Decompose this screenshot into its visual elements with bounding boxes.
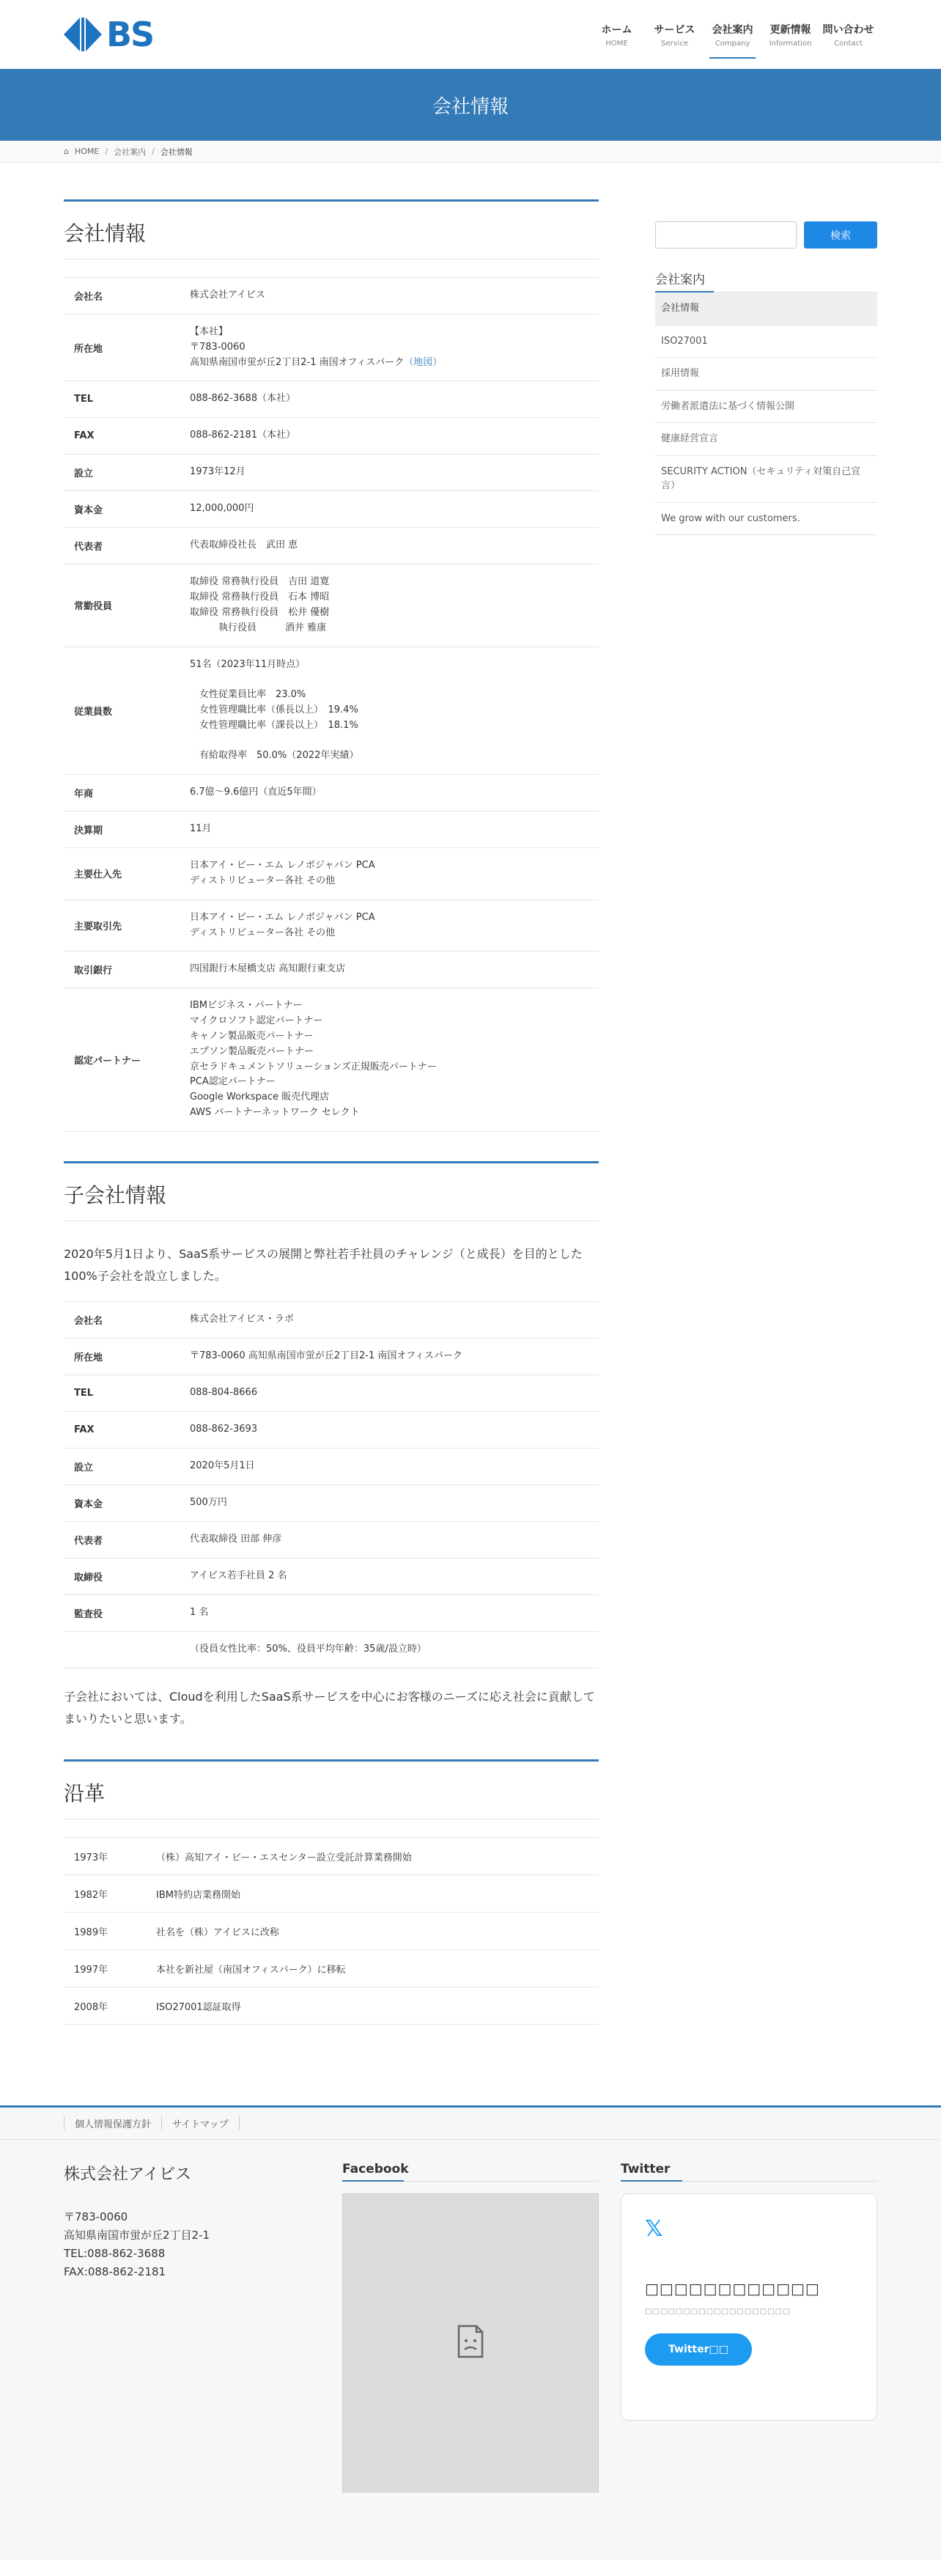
footer-company — [64, 2162, 320, 2492]
breadcrumb — [0, 141, 941, 163]
nav-label: 会社案内 — [712, 23, 753, 36]
row-label: 設立 — [74, 468, 94, 480]
table-row — [64, 314, 599, 381]
sidebar — [655, 199, 877, 2069]
row-label: 代表者 — [74, 1535, 103, 1547]
breadcrumb-home[interactable]: HOME — [74, 147, 100, 156]
subsidiary-intro: 2020年5月1日より、SaaS系サービスの展開と弊社若手社員のチャレンジ（と成長）を目的とした100%子会社を設立しました。 — [64, 1246, 583, 1284]
twitter-card-heading: □□□□□□□□□□□□ — [645, 2280, 820, 2298]
row-value: 四国銀行木屋橋支店 高知銀行東支店 — [190, 963, 346, 975]
row-label: 設立 — [74, 1462, 94, 1473]
footer-company-name: 株式会社アイビス — [64, 2165, 192, 2185]
row-value: （役員女性比率：50%、役員平均年齢：35歳/設立時） — [190, 1643, 427, 1655]
sidebar-item-company-info[interactable]: 会社情報 — [655, 292, 877, 325]
row-label: 主要仕入先 — [74, 869, 122, 881]
sidebar-item-recruit[interactable]: 採用情報 — [655, 358, 877, 391]
row-value — [181, 314, 599, 381]
address-text: 【本社】 〒783-0060 高知県南国市蛍が丘2丁目2-1 南国オフィスパーク — [190, 326, 405, 368]
row-label — [64, 1631, 181, 1668]
table-row — [64, 647, 599, 775]
row-value: 〒783-0060 高知県南国市蛍が丘2丁目2-1 南国オフィスパーク — [190, 1350, 462, 1361]
nav-home[interactable] — [588, 0, 646, 69]
subsidiary-section-title: 子会社情報 — [64, 1161, 599, 1221]
row-value: 1973年12月 — [190, 466, 246, 478]
history-event: ISO27001認証取得 — [156, 2001, 241, 2013]
row-value: 日本アイ・ビー・エム レノボジャパン PCA ディストリビューター各社 その他 — [190, 860, 375, 886]
sidebar-item-security-action[interactable]: SECURITY ACTION（セキュリティ対策自己宣言） — [655, 456, 877, 503]
row-value: 1 名 — [190, 1606, 209, 1618]
table-row — [64, 564, 599, 647]
row-label: 監査役 — [74, 1608, 103, 1620]
breadcrumb-separator: / — [105, 147, 108, 156]
table-row — [64, 1301, 599, 1338]
table-row — [64, 1338, 599, 1375]
x-logo-icon: 𝕏 — [645, 2216, 663, 2242]
table-row — [64, 528, 599, 564]
facebook-embed[interactable] — [342, 2193, 599, 2492]
row-value: 株式会社アイビス — [190, 290, 265, 301]
history-table — [64, 1837, 599, 2025]
nav-sublabel: Information — [769, 39, 812, 48]
footer-columns — [0, 2162, 941, 2492]
footer-twitter — [621, 2162, 877, 2492]
history-year: 1997年 — [74, 1964, 108, 1976]
table-row — [64, 455, 599, 491]
history-year: 2008年 — [74, 2001, 108, 2013]
site-header — [0, 0, 941, 69]
nav-service[interactable] — [646, 0, 704, 69]
row-value: 088-862-2181（本社） — [190, 430, 296, 441]
footer-address: 〒783-0060 高知県南国市蛍が丘2丁目2-1 TEL:088-862-3688 FAX:088-862-2181 — [64, 2210, 210, 2278]
twitter-card-subtext: □□□□□□□□□□□□□□□□□□□ — [645, 2308, 791, 2316]
table-row — [64, 1987, 599, 2025]
row-label: 従業員数 — [74, 706, 113, 718]
breadcrumb-parent[interactable]: 会社案内 — [114, 147, 147, 157]
nav-sublabel: Service — [661, 39, 688, 48]
facebook-title: Facebook — [342, 2162, 599, 2182]
row-label: 資本金 — [74, 505, 103, 517]
table-row — [64, 1631, 599, 1668]
map-link[interactable]: （地図） — [404, 356, 443, 368]
row-value: IBMビジネス・パートナー マイクロソフト認定パートナー キャノン製品販売パートナー エプソン製品販売パートナー 京セラドキュメントソリューションズ正規販売パートナー PCA認定パートナー Google Workspace 販売代理店 AWS パートナーネットワーク セレクト — [190, 1000, 437, 1118]
search-input[interactable] — [655, 221, 797, 249]
nav-sublabel: HOME — [605, 39, 628, 48]
row-value: 088-804-8666 — [190, 1386, 258, 1398]
row-label: 取締役 — [74, 1572, 103, 1583]
table-row — [64, 1411, 599, 1448]
search-button[interactable]: 検索 — [804, 221, 877, 249]
content-container — [0, 199, 941, 2069]
row-value: 12,000,000円 — [190, 503, 254, 515]
row-value: 取締役 常務執行役員 吉田 道寛 取締役 常務執行役員 石本 博昭 取締役 常務執行役員 松井 優樹 執行役員 酒井 雅康 — [190, 576, 330, 633]
page-header-banner — [0, 69, 941, 141]
table-row — [64, 1838, 599, 1875]
table-row — [64, 1375, 599, 1411]
sidebar-menu — [655, 292, 877, 535]
table-row — [64, 952, 599, 988]
nav-company[interactable] — [704, 0, 761, 69]
row-label: 常勤役員 — [74, 601, 113, 613]
row-label: 会社名 — [74, 292, 103, 303]
history-year: 1982年 — [74, 1889, 108, 1901]
site-footer — [0, 2105, 941, 2560]
row-value: 11月 — [190, 823, 212, 835]
global-nav — [588, 0, 877, 69]
company-section-title: 会社情報 — [64, 199, 599, 260]
table-row — [64, 1558, 599, 1594]
table-row — [64, 491, 599, 528]
row-value: 代表取締役社長 武田 恵 — [190, 540, 298, 551]
row-label: 会社名 — [74, 1315, 103, 1327]
row-label: 資本金 — [74, 1498, 103, 1510]
subsidiary-outro: 子会社においては、Cloudを利用したSaaS系サービスを中心にお客様のニーズに応え社会に貢献してまいりたいと思います。 — [64, 1689, 595, 1726]
table-row — [64, 1594, 599, 1631]
row-label: 所在地 — [74, 1352, 103, 1364]
row-value: 500万円 — [190, 1496, 227, 1508]
sidebar-item-we-grow[interactable]: We grow with our customers. — [655, 503, 877, 536]
subsidiary-info-table — [64, 1301, 599, 1668]
nav-label: 問い合わせ — [822, 23, 874, 36]
nav-information[interactable] — [761, 0, 819, 69]
sidebar-item-health[interactable]: 健康経営宣言 — [655, 423, 877, 456]
row-value: 株式会社アイビス・ラボ — [190, 1313, 294, 1325]
table-row — [64, 1950, 599, 1987]
table-row — [64, 988, 599, 1131]
page-title: 会社情報 — [432, 95, 509, 118]
nav-sublabel: Contact — [834, 39, 863, 48]
row-value: アイビス若手社員 2 名 — [190, 1569, 287, 1581]
table-row — [64, 381, 599, 418]
history-event: IBM特約店業務開始 — [156, 1889, 240, 1901]
site-logo[interactable] — [64, 15, 153, 54]
row-label: 代表者 — [74, 542, 103, 553]
history-year: 1989年 — [74, 1927, 108, 1938]
row-label: 決算期 — [74, 825, 103, 837]
privacy-policy-link[interactable]: 個人情報保護方針 — [64, 2116, 162, 2130]
twitter-title: Twitter — [621, 2162, 877, 2182]
row-label: TEL — [74, 394, 94, 405]
logo-text: BS — [106, 15, 154, 54]
search-form — [655, 221, 877, 249]
history-event: 社名を（株）アイビスに改称 — [156, 1927, 279, 1938]
row-label: 主要取引先 — [74, 921, 122, 933]
table-row — [64, 848, 599, 900]
breadcrumb-separator: / — [152, 147, 155, 156]
row-value: 代表取締役 田部 伸彦 — [190, 1533, 282, 1545]
row-value: 6.7億〜9.6億円（直近5年間） — [190, 787, 322, 798]
table-row — [64, 775, 599, 812]
row-value: 2020年5月1日 — [190, 1460, 255, 1471]
breadcrumb-current: 会社情報 — [160, 147, 193, 157]
nav-contact[interactable] — [819, 0, 877, 69]
logo-mark-icon — [64, 18, 102, 51]
footer-links — [0, 2108, 941, 2140]
row-value: 088-862-3693 — [190, 1423, 258, 1435]
row-value: 日本アイ・ビー・エム レノボジャパン PCA ディストリビューター各社 その他 — [190, 911, 375, 938]
footer-facebook — [342, 2162, 599, 2492]
row-label: 所在地 — [74, 343, 103, 355]
row-label: 年商 — [74, 789, 94, 801]
table-row — [64, 1913, 599, 1950]
table-row — [64, 1448, 599, 1484]
history-event: （株）高知アイ・ビー・エスセンター設立受託計算業務開始 — [156, 1852, 412, 1863]
twitter-card — [621, 2193, 877, 2421]
sitemap-link[interactable]: サイトマップ — [162, 2116, 240, 2130]
table-row — [64, 812, 599, 848]
nav-label: サービス — [654, 23, 695, 36]
table-row — [64, 1484, 599, 1521]
history-year: 1973年 — [74, 1852, 108, 1863]
row-value: 088-862-3688（本社） — [190, 393, 296, 405]
sidebar-title: 会社案内 — [655, 269, 877, 292]
broken-page-icon — [456, 2325, 485, 2361]
history-section-title: 沿革 — [64, 1759, 599, 1819]
sidebar-item-dispatch-info[interactable]: 労働者派遣法に基づく情報公開 — [655, 391, 877, 424]
nav-label: ホーム — [601, 23, 632, 36]
table-row — [64, 1875, 599, 1913]
row-label: TEL — [74, 1387, 94, 1399]
main-content — [64, 199, 599, 2069]
table-row — [64, 418, 599, 455]
history-event: 本社を新社屋（南国オフィスパーク）に移転 — [156, 1964, 346, 1976]
company-info-table — [64, 277, 599, 1132]
nav-sublabel: Company — [715, 39, 750, 48]
table-row — [64, 1521, 599, 1558]
twitter-button[interactable]: Twitter□□ — [645, 2333, 752, 2366]
nav-label: 更新情報 — [770, 23, 811, 36]
sidebar-item-iso27001[interactable]: ISO27001 — [655, 325, 877, 358]
row-label: 認定パートナー — [74, 1056, 141, 1067]
row-value: 51名（2023年11月時点） 女性従業員比率 23.0% 女性管理職比率（係長以上） 19.4% 女性管理職比率（課長以上） 18.1% 有給取得率 50.0%（2022年実績） — [190, 658, 359, 762]
row-label: FAX — [74, 430, 95, 442]
table-row — [64, 899, 599, 952]
row-label: FAX — [74, 1424, 95, 1435]
row-label: 取引銀行 — [74, 965, 113, 977]
table-row — [64, 278, 599, 314]
home-icon: ⌂ — [64, 147, 69, 156]
